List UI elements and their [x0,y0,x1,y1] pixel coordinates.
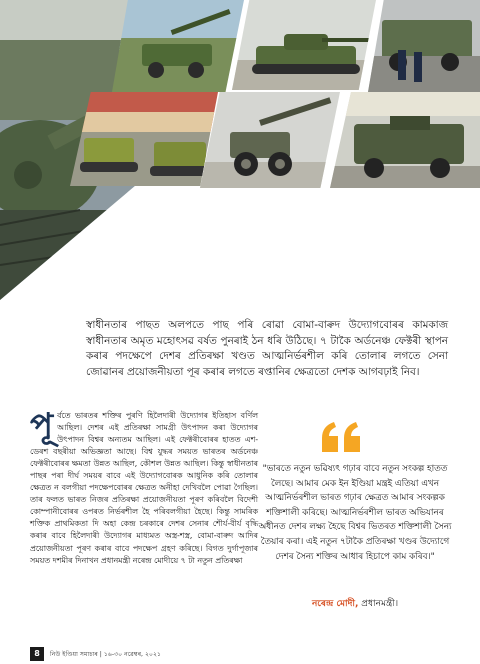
intro-paragraph: স্বাধীনতাৰ পাছত অলপতে পাছ পৰি ৰোৱা বোমা-বাৰুদ উদ্যোগবোৰৰ কামকাজ স্বাধীনতাৰ অমৃত মহোৎসৱ বৰ্ষত পুনৰাই ঠন ধৰি উঠিছে। ৭ টাকৈ অৰ্ডনেঞ্চ ফেক্টৰী স্থাপন কৰাৰ পদক্ষেপে দেশৰ প্ৰতিৰক্ষা খণ্ডত আত্মনিৰ্ভৰশীল কৰি তোলাৰ লগতে সেনা জোৱানৰ প্ৰয়োজনীয়তা পূৰ কৰাৰ লগতে ৰপ্তানিৰ ক্ষেত্ৰতো দেশক আগবঢ়াই নিব। [86,319,448,378]
quote-text: "ভাৰতে নতুন ভৱিষ্যৎ গঢ়াৰ বাবে নতুন সংকল্প হাতত লৈছে। আমাৰ মেক ইন ইণ্ডিয়া মন্ত্ৰই এতিয়া এখন আত্মনিৰ্ভৰশীল ভাৰত গঢ়াৰ ক্ষেত্ৰত আমাৰ সংকল্পক শক্তিশালী কৰিছে। আত্মনিৰ্ভৰশীল ভাৰত অভিযানৰ অধীনত দেশৰ লক্ষ্য হৈছে বিশ্বৰ ভিতৰত শক্তিশালী সৈন্য তৈয়াৰ কৰা। এই নতুন ৭টাকৈ প্ৰতিৰক্ষা খণ্ডৰ উদ্যোগে দেশৰ সৈন্য শক্তিৰ আধাৰ হিচাপে কাম কৰিব।" [258,464,452,562]
article-body-text: ৰ্বতে ভাৰতৰ শক্তিৰ পুৰণি হিলৈদাৰী উদ্যোগৰ ইতিহাস বৰ্ণিল আছিল। দেশৰ এই প্ৰতিৰক্ষা সামগ্ৰী উৎপাদন কৰা উদ্যোগৰ উৎপাদন বিশ্বৰ অন্যতম আছিল। এই ফেক্টৰীবোৰৰ হাতত এশ-ডেৰশ বছৰীয়া অভিজ্ঞতা আছে। বিশ্ব যুদ্ধৰ সময়ত ভাৰতৰ অৰ্ডনেঞ্চ ফেক্টৰীবোৰৰ ক্ষমতা উন্নত আছিল, কৌশল উন্নত আছিল। কিন্তু স্বাধীনতাৰ পাছৰ পৰা দীৰ্ঘ সময়ৰ বাবে এই উদ্যোগবোৰক আধুনিক কৰি তোলাৰ ক্ষেত্ৰত ন বলগীয়া পদক্ষেপবোৰৰ ক্ষেত্ৰত অনীহা দেখিবলৈ পোৱা গৈছিল। তাৰ ফলত ভাৰত নিজৰ প্ৰতিৰক্ষা প্ৰয়োজনীয়তা পূৰণ কৰিবলৈ বিদেশী কোম্পানীবোৰৰ ওপৰত নিৰ্ভৰশীল হৈ পৰিবলগীয়া হৈছে। কিন্তু সামৰিক শক্তিক প্ৰাথমিকতা দি অহা কেন্দ্ৰ চৰকাৰে দেশৰ সেনাৰ শৌৰ্য-বীৰ্য বৃদ্ধি কৰাৰ বাবে হিলৈদাৰী উদ্যোগৰ মাধ্যমত অস্ত্ৰ-শস্ত্ৰ, বোমা-বাৰুদ আদিৰ প্ৰয়োজনীয়তা পূৰণ কৰাৰ বাবে পদক্ষেপ গ্ৰহণ কৰিছে। বিগত দুৰ্গাপূজাৰ সময়ত দশমীৰ দিনাখন প্ৰধানমন্ত্ৰী নৰেন্দ্ৰ মোদীয়ে ৭ টা নতুন প্ৰতিৰক্ষা [30,411,258,565]
howitzer-field-photo [112,0,244,92]
drop-cap: পূ [30,406,54,446]
quote-author-name: নৰেন্দ্ৰ মোদী, [311,599,359,609]
towed-gun-photo [200,92,340,188]
quote-author-title: প্ৰধানমন্ত্ৰী। [361,599,399,609]
publication-footer: নিউ ইণ্ডিয়া সমাচাৰ | ১৬-৩০ নৱেম্বৰ, ২০২১ [50,651,162,658]
article-body [30,406,258,567]
vehicle-workshop-photo [330,92,480,188]
quote-author [256,598,454,610]
photo-collage [0,0,480,300]
tank-display-photo [232,0,376,90]
armoured-vehicle-indoor-photo [368,0,480,92]
page-number: 8 [30,647,44,661]
quote-mark-icon [320,422,364,452]
tanks-parade-photo [70,92,218,186]
